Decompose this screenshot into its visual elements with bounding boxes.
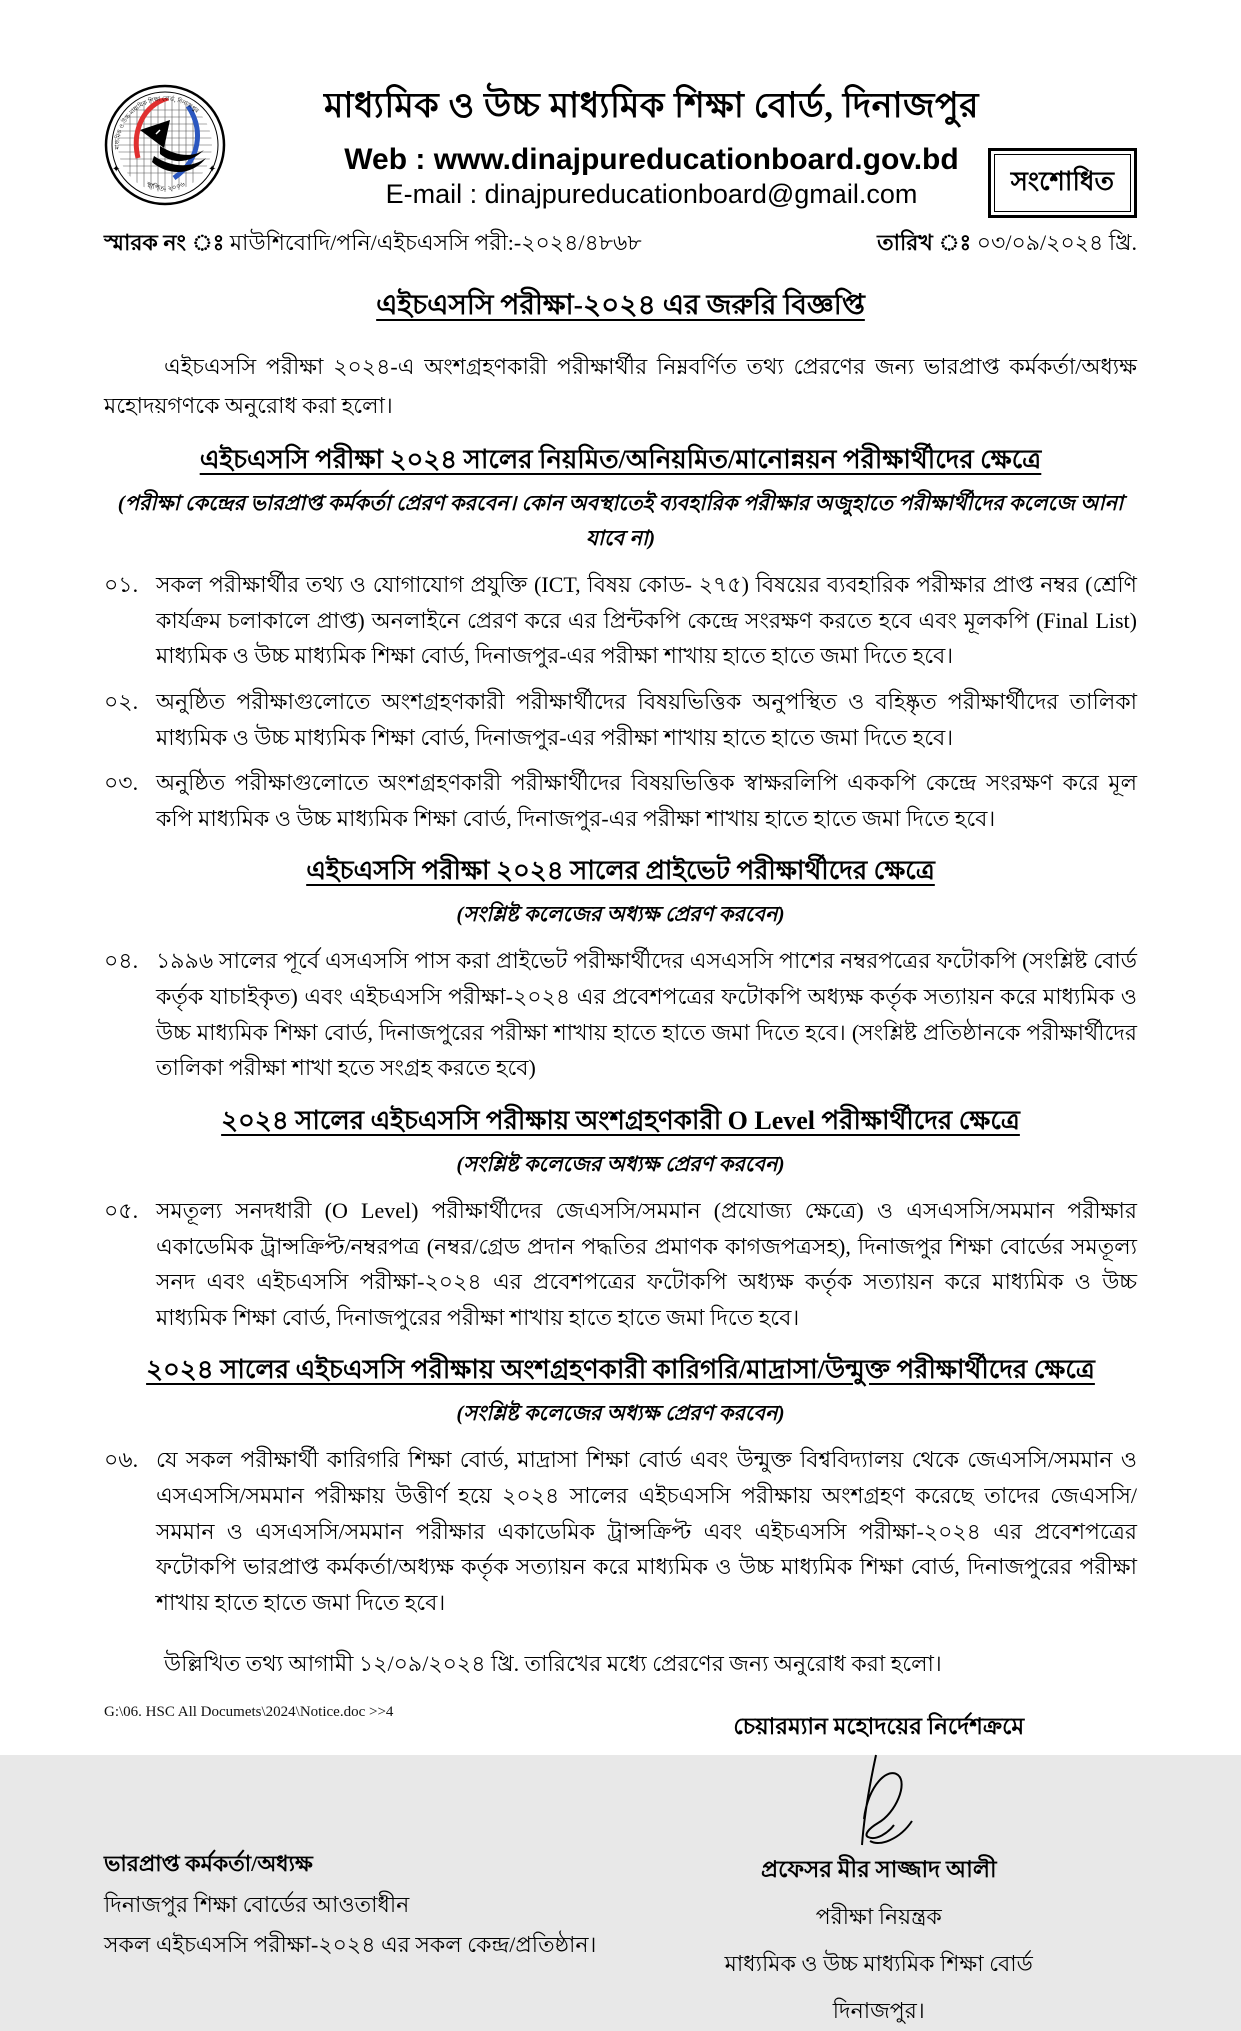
directive-line: চেয়ারম্যান মহোদয়ের নির্দেশক্রমে	[733, 1713, 1025, 1739]
item-number: ০৫.	[104, 1197, 139, 1223]
closing-paragraph: উল্লিখিত তথ্য আগামী ১২/০৯/২০২৪ খ্রি. তারিখের মধ্যে প্রেরণের জন্য অনুরোধ করা হলো।	[164, 1650, 942, 1676]
memo-date-label: তারিখ ঃ	[877, 230, 972, 255]
logo-star-right: ✦	[208, 164, 217, 175]
section-1-heading: এইচএসসি পরীক্ষা ২০২৪ সালের নিয়মিত/অনিয়মিত/মানোন্নয়ন পরীক্ষার্থীদের ক্ষেত্রে	[199, 445, 1042, 474]
addressee-line-3: সকল এইচএসসি পরীক্ষা-২০২৪ এর সকল কেন্দ্র/প্রতিষ্ঠান।	[104, 1932, 597, 1958]
revised-badge	[988, 148, 1137, 218]
addressee-block	[104, 1844, 621, 2031]
org-name: মাধ্যমিক ও উচ্চ মাধ্যমিক শিক্ষা বোর্ড, দিনাজপুর	[323, 86, 979, 125]
memo-number-value: মাউশিবোদি/পনি/এইচএসসি পরী:-২০২৪/৪৮৬৮	[229, 230, 642, 255]
section-2-items	[104, 943, 1137, 1086]
item-number: ০৬.	[104, 1447, 139, 1473]
list-item	[104, 943, 1137, 1086]
section-3-subheading: (সংশ্লিষ্ট কলেজের অধ্যক্ষ প্রেরণ করবেন)	[456, 1151, 785, 1176]
section-1-items	[104, 567, 1137, 836]
section-4-subheading: (সংশ্লিষ্ট কলেজের অধ্যক্ষ প্রেরণ করবেন)	[456, 1401, 785, 1426]
item-number: ০১.	[104, 572, 139, 597]
signatory-block	[621, 1708, 1138, 2031]
logo-established-text: স্থাপিত- ২০০৬	[145, 179, 187, 193]
website-line: Web : www.dinajpureducationboard.gov.bd	[344, 143, 959, 176]
memo-number-label: স্মারক নং ঃ	[104, 230, 225, 255]
item-text: যে সকল পরীক্ষার্থী কারিগরি শিক্ষা বোর্ড, মাদ্রাসা শিক্ষা বোর্ড এবং উন্মুক্ত বিশ্ববিদ্যালয় থেকে জেএসসি/সমমান ও এসএসসি/সমমান পরীক্ষায় উত্তীর্ণ হয়ে ২০২৪ সালের এইচএসসি পরীক্ষায় অংশগ্রহণ করেছে তাদের জেএসসি/সমমান ও এসএসসি/সমমান পরীক্ষার একাডেমিক ট্রান্সক্রিপ্ট এবং এইচএসসি পরীক্ষা-২০২৪ এর প্রবেশপত্রের ফটোকপি ভারপ্রাপ্ত কর্মকর্তা/অধ্যক্ষ কর্তৃক সত্যায়ন করে মাধ্যমিক ও উচ্চ মাধ্যমিক শিক্ষা বোর্ড, দিনাজপুরের পরীক্ষা শাখায় হাতে হাতে জমা দিতে হবে।	[156, 1447, 1137, 1615]
signatory-org: মাধ্যমিক ও উচ্চ মাধ্যমিক শিক্ষা বোর্ড	[724, 1950, 1033, 1976]
item-text: ১৯৯৬ সালের পূর্বে এসএসসি পাস করা প্রাইভেট পরীক্ষার্থীদের এসএসসি পাশের নম্বরপত্রের ফটোকপি (সংশ্লিষ্ট বোর্ড কর্তৃক যাচাইকৃত) এবং এইচএসসি পরীক্ষা-২০২৪ এর প্রবেশপত্রের ফটোকপি অধ্যক্ষ কর্তৃক সত্যায়ন করে মাধ্যমিক ও উচ্চ মাধ্যমিক শিক্ষা বোর্ড, দিনাজপুরের পরীক্ষা শাখায় হাতে হাতে জমা দিতে হবে। (সংশ্লিষ্ট প্রতিষ্ঠানকে পরীক্ষার্থীদের তালিকা পরীক্ষা শাখা হতে সংগ্রহ করতে হবে)	[156, 948, 1137, 1081]
bottom-block	[104, 1708, 1137, 2031]
signatory-designation: পরীক্ষা নিয়ন্ত্রক	[815, 1903, 942, 1929]
signature-icon	[804, 1749, 954, 1857]
section-4-heading: ২০২৪ সালের এইচএসসি পরীক্ষায় অংশগ্রহণকারী কারিগরি/মাদ্রাসা/উন্মুক্ত পরীক্ষার্থীদের ক্ষেত্রে	[146, 1355, 1095, 1385]
section-4-items	[104, 1442, 1137, 1620]
memo-date	[877, 226, 1137, 263]
board-logo	[104, 84, 226, 206]
signatory-name: প্রফেসর মীর সাজ্জাদ আলী	[760, 1856, 997, 1882]
list-item	[104, 1193, 1137, 1336]
item-text: অনুষ্ঠিত পরীক্ষাগুলোতে অংশগ্রহণকারী পরীক্ষার্থীদের বিষয়ভিত্তিক অনুপস্থিত ও বহিষ্কৃত পরীক্ষার্থীদের তালিকা মাধ্যমিক ও উচ্চ মাধ্যমিক শিক্ষা বোর্ড, দিনাজপুর-এর পরীক্ষা শাখায় হাতে হাতে জমা দিতে হবে।	[156, 688, 1137, 750]
memo-date-value: ০৩/০৯/২০২৪ খ্রি.	[976, 230, 1137, 255]
list-item	[104, 1442, 1137, 1620]
file-path-footer: G:\06. HSC All Documets\2024\Notice.doc >>4	[104, 1704, 394, 1720]
section-2-heading: এইচএসসি পরীক্ষা ২০২৪ সালের প্রাইভেট পরীক্ষার্থীদের ক্ষেত্রে	[306, 856, 935, 886]
addressee-line-1: ভারপ্রাপ্ত কর্মকর্তা/অধ্যক্ষ	[104, 1850, 313, 1876]
revised-badge-label: সংশোধিত	[994, 154, 1131, 212]
item-text: সমতূল্য সনদধারী (O Level) পরীক্ষার্থীদের জেএসসি/সমমান (প্রযোজ্য ক্ষেত্রে) ও এসএসসি/সমমান পরীক্ষার একাডেমিক ট্রান্সক্রিপ্ট/নম্বরপত্র (নম্বর/গ্রেড প্রদান পদ্ধতির প্রমাণক কাগজপত্রসহ), দিনাজপুর শিক্ষা বোর্ডের সমতূল্য সনদ এবং এইচএসসি পরীক্ষা-২০২৪ এর প্রবেশপত্রের ফটোকপি অধ্যক্ষ কর্তৃক সত্যায়ন করে মাধ্যমিক ও উচ্চ মাধ্যমিক শিক্ষা বোর্ড, দিনাজপুরের পরীক্ষা শাখায় হাতে হাতে জমা দিতে হবে।	[156, 1197, 1137, 1330]
logo-star-left: ✦	[112, 164, 121, 175]
section-3-heading: ২০২৪ সালের এইচএসসি পরীক্ষায় অংশগ্রহণকারী O Level পরীক্ষার্থীদের ক্ষেত্রে	[221, 1105, 1020, 1135]
item-text: অনুষ্ঠিত পরীক্ষাগুলোতে অংশগ্রহণকারী পরীক্ষার্থীদের বিষয়ভিত্তিক স্বাক্ষরলিপি এককপি কেন্দ্রে সংরক্ষণ করে মূল কপি মাধ্যমিক ও উচ্চ মাধ্যমিক শিক্ষা বোর্ড, দিনাজপুর-এর পরীক্ষা শাখায় হাতে হাতে জমা দিতে হবে।	[156, 770, 1137, 831]
document-header	[104, 78, 1137, 210]
item-text: সকল পরীক্ষার্থীর তথ্য ও যোগাযোগ প্রযুক্তি (ICT, বিষয় কোড- ২৭৫) বিষয়ের ব্যবহারিক পরীক্ষার প্রাপ্ত নম্বর (শ্রেণি কার্যক্রম চলাকালে প্রাপ্ত) অনলাইনে প্রেরণ করে এর প্রিন্টকপি কেন্দ্রে সংরক্ষণ করতে হবে এবং মূলকপি (Final List) মাধ্যমিক ও উচ্চ মাধ্যমিক শিক্ষা বোর্ড, দিনাজপুর-এর পরীক্ষা শাখায় হাতে হাতে জমা দিতে হবে।	[156, 572, 1137, 669]
memo-row	[104, 226, 1137, 263]
intro-paragraph: এইচএসসি পরীক্ষা ২০২৪-এ অংশগ্রহণকারী পরীক্ষার্থীর নিম্নবর্ণিত তথ্য প্রেরণের জন্য ভারপ্রাপ্ত কর্মকর্তা/অধ্যক্ষ মহোদয়গণকে অনুরোধ করা হলো।	[104, 354, 1137, 418]
list-item	[104, 765, 1137, 836]
addressee-line-2: দিনাজপুর শিক্ষা বোর্ডের আওতাধীন	[104, 1891, 410, 1917]
item-number: ০৩.	[104, 770, 139, 796]
section-3-items	[104, 1193, 1137, 1336]
list-item	[104, 567, 1137, 674]
list-item	[104, 684, 1137, 755]
item-number: ০২.	[104, 688, 139, 714]
board-seal-icon	[104, 84, 226, 206]
notice-title: এইচএসসি পরীক্ষা-২০২৪ এর জরুরি বিজ্ঞপ্তি	[376, 290, 865, 321]
section-2-subheading: (সংশ্লিষ্ট কলেজের অধ্যক্ষ প্রেরণ করবেন)	[456, 902, 785, 927]
signatory-place: দিনাজপুর।	[832, 1997, 925, 2023]
memo-number	[104, 226, 642, 263]
logo-ring-text: মাধ্যমিক ও উচ্চ মাধ্যমিক শিক্ষা বোর্ড, দিনাজপুর	[114, 96, 200, 150]
section-1-subheading: (পরীক্ষা কেন্দ্রের ভারপ্রাপ্ত কর্মকর্তা প্রেরণ করবেন। কোন অবস্থাতেই ব্যবহারিক পরীক্ষার অজুহাতে পরীক্ষার্থীদের কলেজে আনা যাবে না)	[117, 491, 1124, 550]
email-line: E-mail : dinajpureducationboard@gmail.com	[385, 179, 918, 209]
item-number: ০৪.	[104, 948, 139, 974]
